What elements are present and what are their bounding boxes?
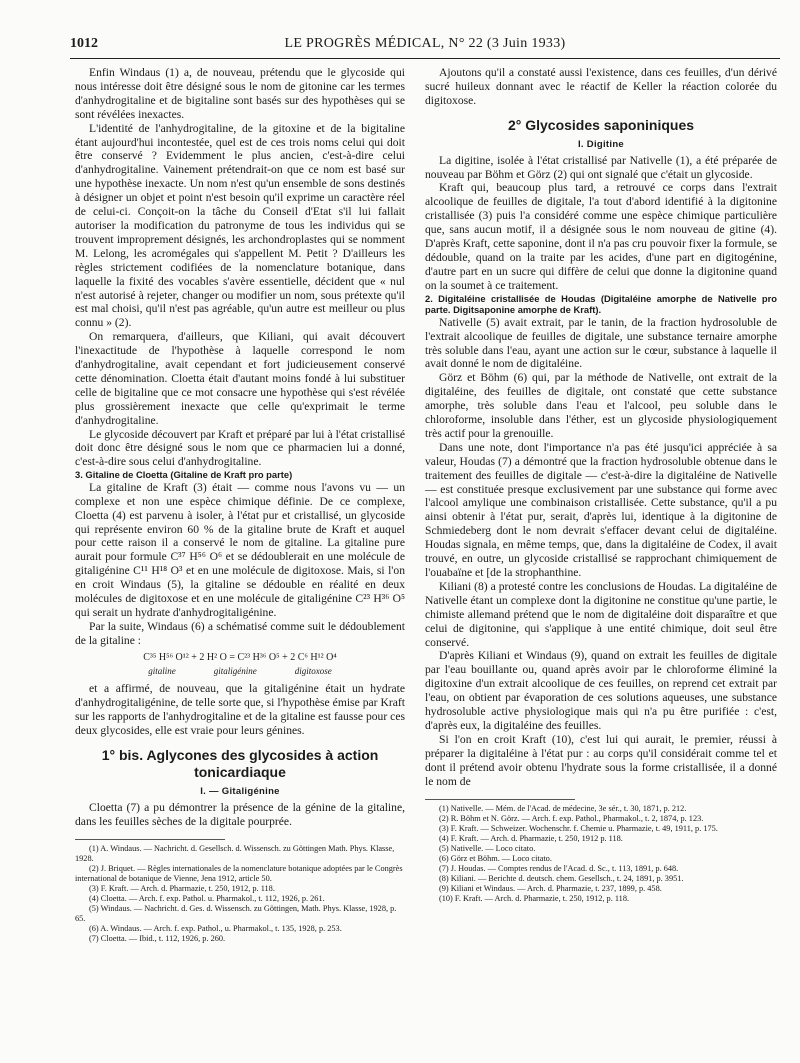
footnote: (2) J. Briquet. — Règles internationales de la nomenclature botanique adoptées par le Congrès international de botanique de Vienne, Jena 1912, article 50. [75,863,403,883]
paragraph: La gitaline de Kraft (3) était — comme nous l'avons vu — un complexe et non une espèce chimique définie. De ce complexe, Cloetta (4) est parvenu à isoler, à l'état pur et cristallisé, un glycoside qui représente environ 60 % de la gitaline brute de Kraft et auquel pour cette raison il a conservé le nom de gitaline. La gitaline pure aurait pour formule C³⁷ H⁵⁶ O⁶ et se dédoublerait en une molécule de gitaligénine C¹¹ H¹⁸ O³ et en une molécule de digitoxose. Mais, si l'on en croit Windaus (5), la gitaline se dédouble en réalité en deux molécules de digitoxose et en une molécule de gitaligénine C²³ H³⁶ O⁵ qui serait un hydrate d'anhydrogitaligénine. [75,480,405,619]
footnote: (1) Nativelle. — Mém. de l'Acad. de médecine, 3e sér., t. 30, 1871, p. 212. [439,803,687,813]
paragraph: Le glycoside découvert par Kraft et préparé par lui à l'état cristallisé doit donc être désigné sous le nom que ce pharmacien lui a donné, c'est-à-dire sous celui d'anhydrogitaline. [75,427,405,469]
equation-labels [75,665,405,679]
page-number: 1012 [70,36,98,51]
footnote-separator [75,839,225,840]
footnote: (5) Windaus. — Nachricht. d. Ges. d. Wissensch. zu Göttingen, Math. Phys. Klasse, 1928, p. 65. [75,903,397,923]
paragraph: Kiliani (8) a protesté contre les conclusions de Houdas. La digitaléine de Nativelle étant un complexe dont la digitonine ne constitue qu'une partie, le chimiste allemand prétend que le nom de digitaléine doit disparaître et que celui de digitonine, qui s'applique à une entité chimique, doit seul être conservé. [425,579,777,649]
footnote: (6) A. Windaus. — Arch. f. exp. Pathol., u. Pharmakol., t. 135, 1928, p. 253. [89,923,342,933]
section-title: 2° Glycosides saponiniques [507,116,695,133]
paragraph: Cloetta (7) a pu démontrer la présence de la génine de la gitaline, dans les feuilles sèches de la digitale pourprée. [75,801,405,828]
paragraph: Enfin Windaus (1) a, de nouveau, prétendu que le glycoside qui nous intéresse doit être désigné sous le nom de gitonine car les termes d'anhydrogitaline et de bigitaline sont basés sur des hypothèses qui se sont révélées inexactes. [75,66,405,121]
footnote: (5) Nativelle. — Loco citato. [439,843,536,853]
paragraph: La digitine, isolée à l'état cristallisé par Nativelle (1), a été préparée de nouveau par Böhm et Görz (2) qui ont signalé que c'était un glycoside. [425,153,777,181]
footnote: (3) F. Kraft. — Schweizer. Wochenschr. f. Chemie u. Pharmazie, t. 49, 1911, p. 175. [439,823,718,833]
equation-label: gitaligénine [213,665,257,676]
footnote: (4) F. Kraft. — Arch. d. Pharmazie, t. 250, 1912 p. 118. [439,833,623,843]
paragraph: Si l'on en croit Kraft (10), c'est lui qui aurait, le premier, réussi à préparer la digitaléine à l'état pur : au corps qu'il considérait comme tel et dont il prétend avoir obtenu l'hydrate sous la forme cristallisée, il a donné le nom de [425,732,777,788]
paragraph: Par la suite, Windaus (6) a schématisé comme suit le dédoublement de la gitaline : [75,619,405,647]
paragraph: D'après Kiliani et Windaus (9), quand on extrait les feuilles de digitale par l'eau bouillante ou, quand après avoir par le chloroforme éliminé la digitoxine d'un extrait alcoolique de ces feuilles, on reprend cet extrait par l'eau, on obtient par évaporation de ces solutions aqueuses, une substance hydrosoluble active physiologique mais qui n'a pu être purifiée : c'est, d'après eux, la digitaléine des feuilles. [425,649,777,732]
footnote: (10) F. Kraft. — Arch. d. Pharmazie, t. 250, 1912, p. 118. [439,893,630,903]
subsection-heading: I. — Gitaligénine [200,786,280,798]
paragraph: Ajoutons qu'il a constaté aussi l'existence, dans ces feuilles, d'un dérivé sucré huileux donnant avec le réactif de Keller la réaction colorée du digitoxose. [425,66,777,107]
running-title: LE PROGRÈS MÉDICAL, N° 22 (3 Juin 1933) [284,36,566,51]
subsection-heading: 3. Gitaline de Cloetta (Gitaline de Kraft pro parte) [75,469,293,481]
paragraph: Kraft qui, beaucoup plus tard, a retrouvé ce corps dans l'extrait alcoolique de feuilles de digitale, l'a tout d'abord identifié à la digitonine cristallisée (3) puis l'a considéré comme une espèce chimique particulière que, sans aucun motif, il a désignée sous le nom nouveau de gitine (4). D'après Kraft, cette saponine, dont il n'a pas cru pouvoir fixer la formule, se dédouble, quand on la traite par les acides, d'une part en digitogénine, d'autre part en un sucre qui diffère de celui que donne la digitonine quand on la soumet à ce traitement. [425,181,777,292]
footnote: (6) Görz et Böhm. — Loco citato. [439,853,552,863]
footnote: (7) Cloetta. — Ibid., t. 112, 1926, p. 260. [89,933,226,943]
footnote: (3) F. Kraft. — Arch. d. Pharmazie, t. 250, 1912, p. 118. [89,883,275,893]
left-column [75,66,405,944]
footnote-separator [425,799,575,800]
subsection-heading: I. Digitine [577,138,625,150]
chemical-equation [75,651,405,679]
page-header [70,36,780,56]
header-rule [70,58,780,59]
paragraph: L'identité de l'anhydrogitaline, de la gitoxine et de la bigitaline étant aujourd'hui incontestée, quel est de ces trois noms celui qui doit être conservé ? Evidemment le plus ancien, c'est-à-dire celui d'anhydrogitaline. Vainement prétendrait-on que ce nom est basé sur une hypothèse inexacte. Un nom n'est qu'un ensemble de sons destinés à désigner un objet et point n'est besoin qu'il exprime un caractère réel de celui-ci. Conçoit-on la tâche du Conseil d'Etat s'il lui fallait autoriser la modification du patronyme de tous les individus qui se trouvent improprement désignés, les archondroplastes qui se nomment M. Lelong, les acromégales qui s'appellent M. Petit ? D'ailleurs les règles strictement codifiées de la nomenclature botanique, dans laquelle la fixité des vocables s'avère essentielle, décident que « nul n'est autorisé à rejeter, changer ou modifier un nom, sous prétexte qu'il est mal choisi, qu'il n'est pas agréable, qu'un autre est meilleur ou plus connu » (2). [75,121,405,330]
footnote: (4) Cloetta. — Arch. f. exp. Pathol. u. Pharmakol., t. 112, 1926, p. 261. [89,893,325,903]
paragraph: Dans une note, dont l'importance n'a pas été jusqu'ici appréciée à sa valeur, Houdas (7) a démontré que la fraction hydrosoluble obtenue dans le traitement des feuilles de digitale — c'est-à-dire la digitaléine de Nativelle — est constituée presque exclusivement par une substance qui forme avec l'alcool amylique une combinaison cristallisée. Cette substance, qu'il a pu ainsi obtenir à l'état pur, serait, d'après lui, identique à la digitonine de Schmiedeberg dont le nom devrait s'effacer devant celui de digitaléine. Houdas signala, en même temps, que, dans la digitaléine de Codex, il avait trouvé, en outre, un glycoside cristallisé se rapprochant chimiquement de l'ouabaïne et [de la strophanthine. [425,440,777,579]
footnote: (1) A. Windaus. — Nachricht. d. Gesellsch. d. Wissensch. zu Göttingen Math. Phys. Klasse, 1928. [75,843,395,863]
equation-label: digitoxose [294,665,332,676]
paragraph: et a affirmé, de nouveau, que la gitaligénine était un hydrate d'anhydrogitaligénine, de telle sorte que, si l'hypothèse émise par Kraft sur les rapports de l'anhydrogitaline et de la gitaline est fausse pour ces deux glycosides, elle est vraie pour leurs génines. [75,682,405,738]
footnote: (9) Kiliani et Windaus. — Arch. d. Pharmazie, t. 237, 1899, p. 458. [439,883,662,893]
equation-line: C³⁵ H⁵⁶ O¹² + 2 H² O = C²³ H³⁶ O⁵ + 2 C⁶ H¹² O⁴ [143,651,337,663]
section-title: 1° bis. Aglycones des glycosides à action tonicardiaque [101,747,379,781]
paragraph: Nativelle (5) avait extrait, par le tanin, de la fraction hydrosoluble de l'extrait alcoolique de feuilles de digitale, une substance ternaire amorphe très soluble dans l'eau, ayant une action sur le cœur, substance à laquelle il avait donné le nom de digitaléine. [425,315,777,371]
paragraph: Görz et Böhm (6) qui, par la méthode de Nativelle, ont extrait de la digitaléine, des feuilles de digitale, ont constaté que cette substance amorphe, très soluble dans l'eau et l'alcool, peu soluble dans le chloroforme, insoluble dans l'éther, est un glycoside physiologiquement très actif pour la grenouille. [425,371,777,440]
right-column [425,66,777,904]
footnote: (8) Kiliani. — Berichte d. deutsch. chem. Gesellsch., t. 24, 1891, p. 3951. [439,873,684,883]
paragraph: On remarquera, d'ailleurs, que Kiliani, qui avait découvert l'inexactitude de l'hypothèse à laquelle correspond le nom d'anhydrogitaline, avait cependant et fort judicieusement conservé cette dénomination. Cloetta était d'autant moins fondé à lui substituer celle de bigitaline que ce mot consacre une hypothèse qui s'est révélée plus grossièrement inexacte que celle qu'exprimait le terme d'anhydrogitaline. [75,330,405,427]
equation-label: gitaline [148,665,176,676]
footnote: (7) J. Houdas. — Comptes rendus de l'Acad. d. Sc., t. 113, 1891, p. 648. [439,863,679,873]
subsection-heading: 2. Digitaléine cristallisée de Houdas (Digitaléine amorphe de Nativelle pro parte. Digitsaponine amorphe de Kraft). [425,292,777,316]
footnote: (2) R. Böhm et N. Görz. — Arch. f. exp. Pathol., Pharmakol., t. 2, 1874, p. 123. [439,813,704,823]
